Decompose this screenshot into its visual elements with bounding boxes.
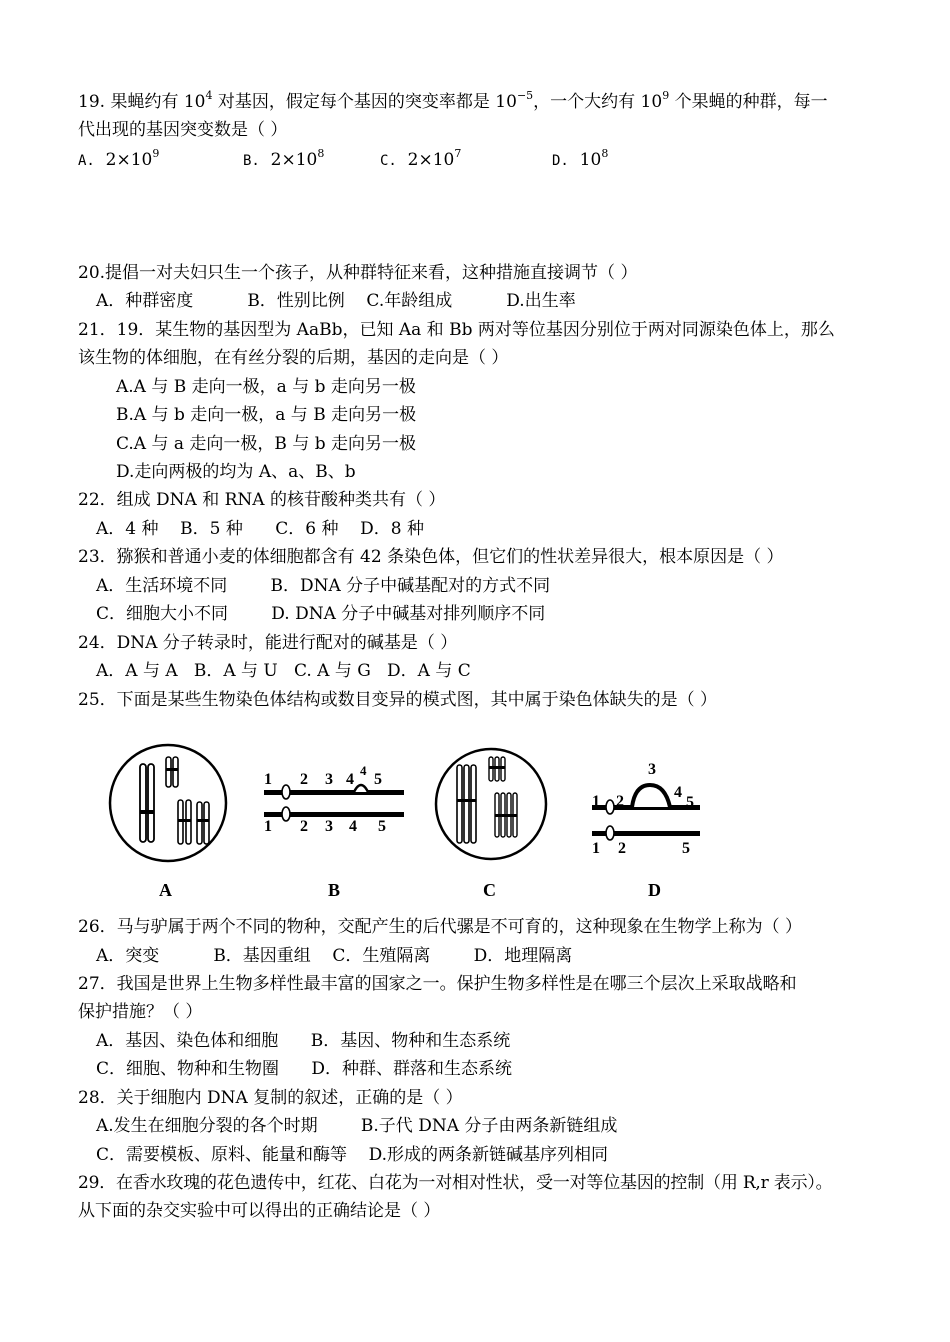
- d-top-num-4: 4: [674, 784, 682, 801]
- q27-stem-line1: 27．我国是世界上生物多样性最丰富的国家之一。保护生物多样性是在哪三个层次上采取战略和: [78, 974, 797, 994]
- option-exponent: 9: [152, 147, 160, 160]
- option-exponent: 8: [601, 147, 609, 160]
- option-letter: D.: [552, 153, 569, 169]
- option-base: 10: [579, 150, 602, 170]
- b-top-num-4: 4: [346, 771, 354, 788]
- q24-stem: 24．DNA 分子转录时，能进行配对的碱基是（ ）: [78, 633, 458, 653]
- q21-stem-line1: 21．19．某生物的基因型为 AaBb，已知 Aa 和 Bb 两对等位基因分别位于两对同源染色体上，那么: [78, 320, 835, 340]
- figure-a-label: A: [159, 880, 172, 900]
- d-top-num-2: 2: [616, 793, 624, 810]
- q23-options-row1: A．生活环境不同 B．DNA 分子中碱基配对的方式不同: [96, 576, 551, 596]
- q19-stem-line1: [78, 91, 828, 113]
- d-bottom-num-5: 5: [682, 840, 690, 857]
- figure-c-cell: [429, 747, 554, 862]
- q20-stem: 20.提倡一对夫妇只生一个孩子，从种群特征来看，这种措施直接调节（ ）: [78, 263, 638, 283]
- q26-options: A．突变 B．基因重组 C．生殖隔离 D．地理隔离: [96, 946, 573, 966]
- q27-stem-line2: 保护措施？（ ）: [78, 1002, 203, 1022]
- b-top-num-3: 3: [325, 771, 333, 788]
- d-top-num-3: 3: [648, 761, 656, 778]
- option-base: 2×10: [270, 150, 318, 170]
- q23-stem: 23．猕猴和普通小麦的体细胞都含有 42 条染色体，但它们的性状差异很大，根本原因是（ ）: [78, 547, 784, 567]
- q19-option-c: [380, 149, 461, 172]
- q19-exponent: 9: [662, 89, 670, 102]
- d-bottom-num-1: 1: [592, 840, 600, 857]
- option-base: 2×10: [407, 150, 455, 170]
- q22-options: A．4 种 B．5 种 C．6 种 D．8 种: [96, 519, 424, 539]
- q24-options: A．A 与 A B．A 与 U C. A 与 G D．A 与 C: [96, 661, 471, 681]
- b-bottom-num-3: 3: [325, 818, 333, 835]
- d-bottom-num-2: 2: [618, 840, 626, 857]
- b-bottom-num-2: 2: [300, 818, 308, 835]
- q19-exponent: −5: [516, 89, 534, 102]
- b-top-num-4-loop: 4: [360, 763, 367, 778]
- q19-option-a: [78, 149, 159, 172]
- q28-options-row2: C．需要模板、原料、能量和酶等 D.形成的两条新链碱基序列相同: [96, 1145, 609, 1165]
- q28-stem: 28．关于细胞内 DNA 复制的叙述，正确的是（ ）: [78, 1088, 463, 1108]
- q29-stem-line2: 从下面的杂交实验中可以得出的正确结论是（ ）: [78, 1201, 441, 1221]
- q19-option-d: [552, 149, 608, 172]
- q19-stem-line2: 代出现的基因突变数是（ ）: [78, 120, 288, 140]
- q19-stem-part: 个果蝇的种群，每一: [669, 92, 828, 112]
- q26-stem: 26．马与驴属于两个不同的物种，交配产生的后代骡是不可育的，这种现象在生物学上称为（ ）: [78, 917, 803, 937]
- q22-stem: 22．组成 DNA 和 RNA 的核苷酸种类共有（ ）: [78, 490, 446, 510]
- q19-stem-part: 对基因，假定每个基因的突变率都是 10: [212, 92, 517, 112]
- q21-option-c: C.A 与 a 走向一极，B 与 b 走向另一极: [116, 434, 417, 454]
- q21-option-a: A.A 与 B 走向一极，a 与 b 走向另一极: [116, 377, 416, 397]
- option-base: 2×10: [105, 150, 153, 170]
- b-top-num-5: 5: [374, 771, 382, 788]
- figure-b-label: B: [328, 880, 341, 900]
- b-bottom-num-1: 1: [264, 818, 272, 835]
- q19-exponent: 4: [205, 89, 213, 102]
- option-exponent: 7: [454, 147, 462, 160]
- figure-a-cell: [106, 742, 231, 864]
- q21-option-d: D.走向两极的均为 A、a、B、b: [116, 462, 356, 482]
- q27-options-row2: C．细胞、物种和生物圈 D．种群、群落和生态系统: [96, 1059, 513, 1079]
- b-bottom-num-5: 5: [378, 818, 386, 835]
- option-letter: C.: [380, 153, 397, 169]
- q27-options-row1: A．基因、染色体和细胞 B．基因、物种和生态系统: [96, 1031, 511, 1051]
- q19-stem-part: 19. 果蝇约有 10: [78, 92, 206, 112]
- q20-options: A．种群密度 B．性别比例 C.年龄组成 D.出生率: [96, 291, 576, 311]
- q19-option-b: [243, 149, 324, 172]
- b-top-num-1: 1: [264, 771, 272, 788]
- option-letter: A.: [78, 153, 95, 169]
- figure-c-label: C: [483, 880, 496, 900]
- q29-stem-line1: 29．在香水玫瑰的花色遗传中，红花、白花为一对相对性状，受一对等位基因的控制（用 R,r 表示）。: [78, 1173, 833, 1193]
- q21-stem-line2: 该生物的体细胞，在有丝分裂的后期，基因的走向是（ ）: [78, 348, 509, 368]
- q23-options-row2: C．细胞大小不同 D. DNA 分子中碱基对排列顺序不同: [96, 604, 546, 624]
- option-letter: B.: [243, 153, 260, 169]
- d-top-num-5: 5: [686, 794, 694, 811]
- q28-options-row1: A.发生在细胞分裂的各个时期 B.子代 DNA 分子由两条新链组成: [96, 1116, 618, 1136]
- b-top-num-2: 2: [300, 771, 308, 788]
- q21-option-b: B.A 与 b 走向一极，a 与 B 走向另一极: [116, 405, 417, 425]
- b-bottom-num-4: 4: [349, 818, 357, 835]
- figure-d-label: D: [648, 880, 661, 900]
- d-top-num-1: 1: [592, 793, 600, 810]
- option-exponent: 8: [317, 147, 325, 160]
- q19-stem-part: ，一个大约有 10: [533, 92, 663, 112]
- q25-stem: 25．下面是某些生物染色体结构或数目变异的模式图，其中属于染色体缺失的是（ ）: [78, 690, 718, 710]
